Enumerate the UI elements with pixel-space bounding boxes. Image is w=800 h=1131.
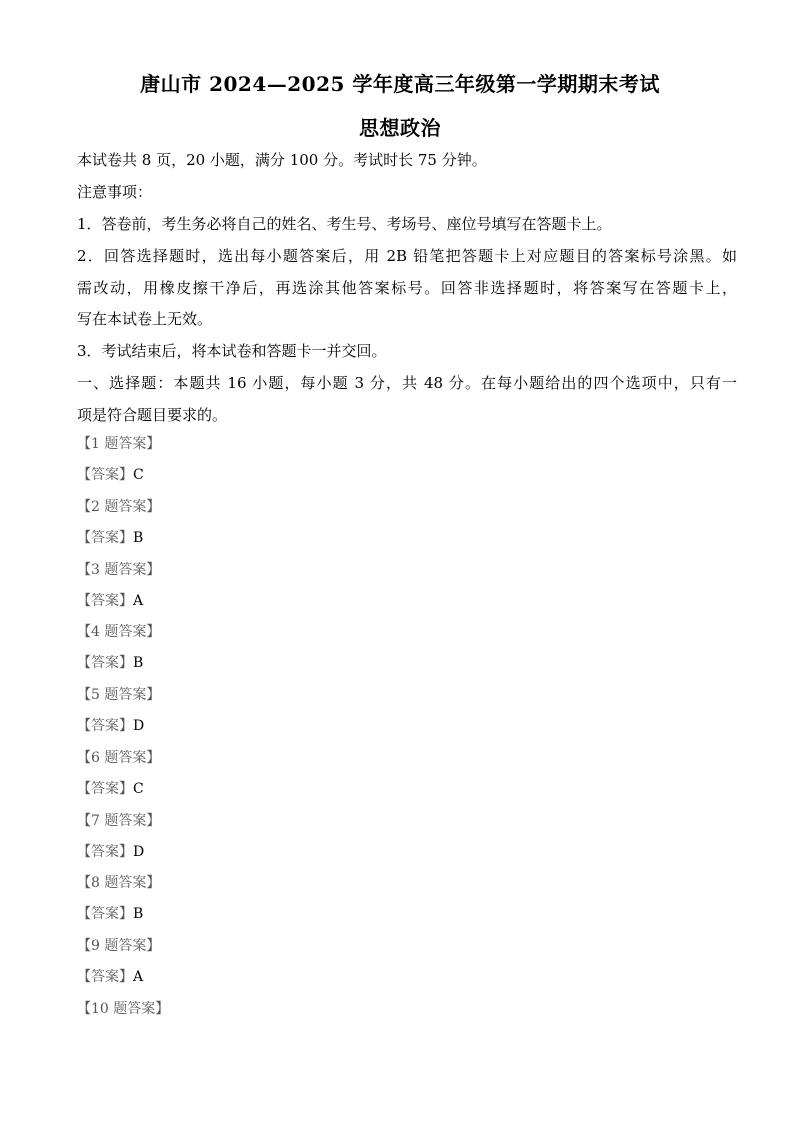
document-title: 唐山市 2024—2025 学年度高三年级第一学期期末考试 [140,72,660,96]
notice-item-2-line-3: 写在本试卷上无效。 [77,310,213,328]
answer-value: B [133,906,144,922]
notice-item-2-line-2: 需改动，用橡皮擦干净后，再选涂其他答案标号。回答非选择题时，将答案写在答题卡上， [77,279,737,297]
question-9-answer [77,967,143,987]
subject-title: 思想政治 [359,116,441,140]
question-4-label: 【4 题答案】 [77,624,161,640]
question-1-label: 【1 题答案】 [77,436,161,452]
answer-label: 【答案】 [77,781,133,797]
question-7-label: 【7 题答案】 [77,813,161,829]
answer-value: A [133,969,144,985]
answer-label: 【答案】 [77,467,133,483]
answer-label: 【答案】 [77,718,133,734]
question-10-label: 【10 题答案】 [77,1001,170,1017]
section-heading-line-1: 一、选择题：本题共 16 小题，每小题 3 分，共 48 分。在每小题给出的四个选项中，只有一 [77,374,737,392]
question-9-label: 【9 题答案】 [77,938,161,954]
question-6-label: 【6 题答案】 [77,750,161,766]
answer-value: A [133,593,144,609]
question-6-answer [77,779,144,799]
answer-value: C [133,467,144,483]
answer-label: 【答案】 [77,969,133,985]
answer-value: C [133,781,144,797]
section-heading-line-2: 项是符合题目要求的。 [77,406,228,424]
answer-value: D [133,844,145,860]
exam-summary: 本试卷共 8 页，20 小题，满分 100 分。考试时长 75 分钟。 [77,151,487,169]
question-1-answer [77,465,144,485]
question-5-answer [77,716,144,736]
question-8-label: 【8 题答案】 [77,875,161,891]
notice-item-3: 3．考试结束后，将本试卷和答题卡一并交回。 [77,342,387,360]
question-3-answer [77,591,143,611]
notice-item-2-line-1: 2．回答选择题时，选出每小题答案后，用 2B 铅笔把答题卡上对应题目的答案标号涂黑。如 [77,247,737,265]
question-2-label: 【2 题答案】 [77,499,161,515]
notice-item-1: 1．答卷前，考生务必将自己的姓名、考生号、考场号、座位号填写在答题卡上。 [77,215,612,233]
answer-label: 【答案】 [77,593,133,609]
answer-value: B [133,655,144,671]
question-5-label: 【5 题答案】 [77,687,161,703]
notice-heading: 注意事项： [77,183,153,201]
answer-value: D [133,718,145,734]
question-3-label: 【3 题答案】 [77,562,161,578]
question-7-answer [77,842,144,862]
answer-value: B [133,530,144,546]
question-8-answer [77,904,143,924]
answer-label: 【答案】 [77,655,133,671]
question-2-answer [77,528,143,548]
answer-label: 【答案】 [77,906,133,922]
answer-label: 【答案】 [77,530,133,546]
answer-label: 【答案】 [77,844,133,860]
question-4-answer [77,653,143,673]
